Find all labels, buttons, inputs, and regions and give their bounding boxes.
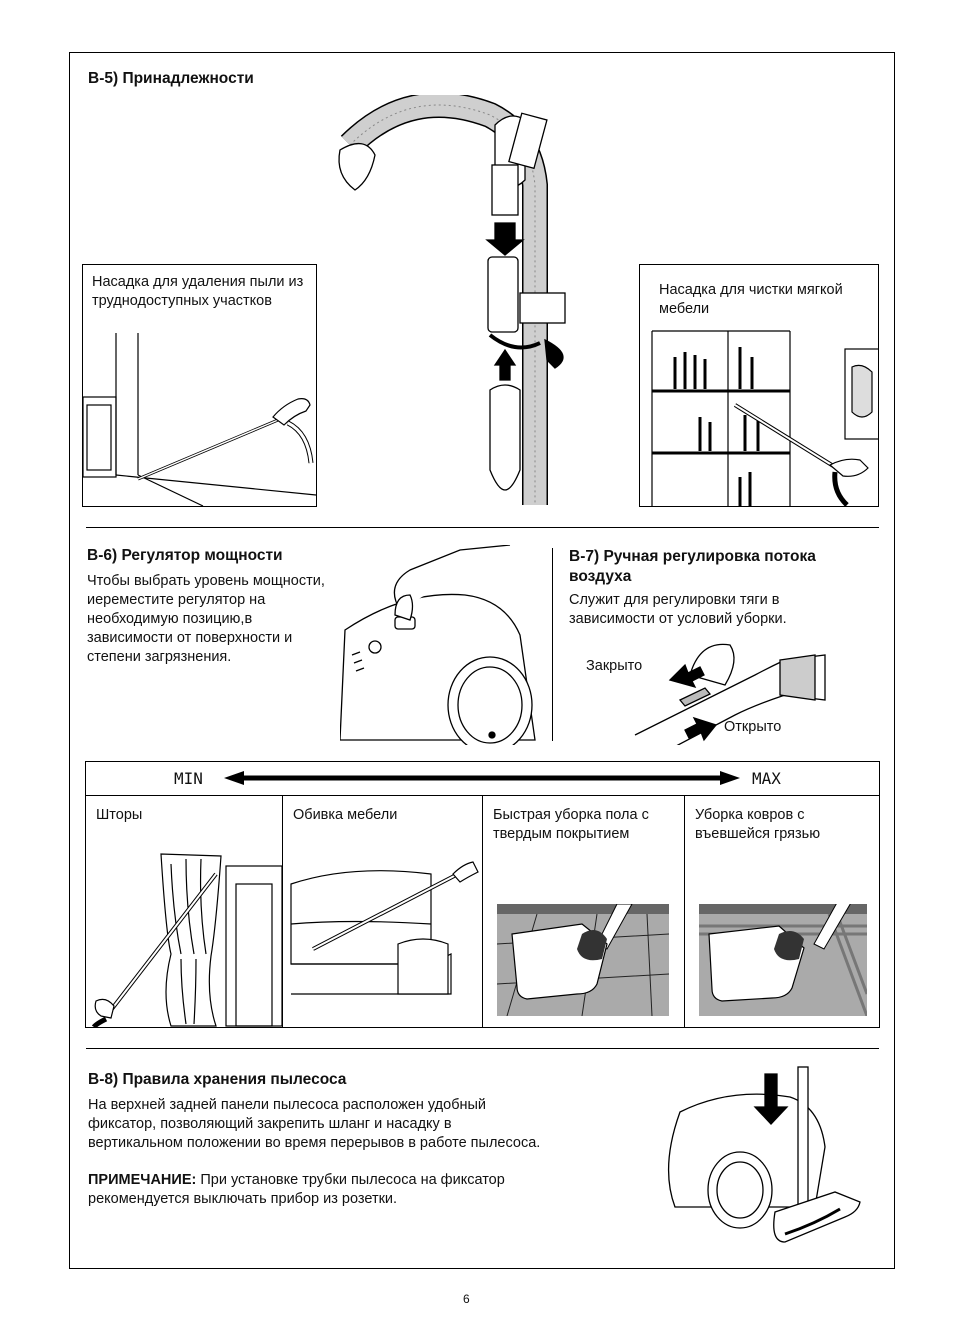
cell-label: Шторы — [96, 807, 143, 823]
section-b5-title: B-5) Принадлежности — [88, 70, 254, 87]
curtains-illustration — [86, 844, 282, 1027]
upholstery-nozzle-caption: Насадка для чистки мягкой мебели — [659, 282, 843, 317]
section-b8-title: B-8) Правила хранения пылесоса — [88, 1071, 347, 1088]
hose-accessories-illustration — [330, 95, 590, 510]
scale-cell-upholstery — [283, 796, 483, 1027]
upholstery-nozzle-panel — [639, 264, 879, 507]
note-label: ПРИМЕЧАНИЕ: — [88, 1172, 197, 1188]
vertical-divider — [552, 548, 553, 741]
airflow-closed-label: Закрыто — [586, 658, 643, 674]
divider-1 — [86, 527, 879, 528]
carpet-illustration — [699, 904, 867, 1016]
storage-illustration — [665, 1062, 865, 1254]
cell-label: Быстрая уборка пола с твердым покрытием — [493, 807, 649, 842]
power-scale-header — [86, 762, 879, 796]
section-b6-title: B-6) Регулятор мощности — [87, 547, 283, 564]
scale-cell-carpet — [685, 796, 879, 1027]
airflow-regulator-illustration — [630, 635, 830, 745]
power-regulator-illustration — [340, 545, 540, 745]
section-b8-text: На верхней задней панели пылесоса расположен удобный фиксатор, позволяющий закрепить шланг и насадку в вертикальном положении во время перерывов в работе пылесоса. — [88, 1097, 541, 1151]
power-scale-table — [85, 761, 880, 1028]
cell-label: Обивка мебели — [293, 807, 398, 823]
min-max-arrow — [222, 768, 742, 788]
upholstery-nozzle-illustration — [640, 327, 878, 506]
crevice-nozzle-panel — [82, 264, 317, 507]
min-label: MIN — [174, 769, 203, 788]
crevice-nozzle-illustration — [83, 325, 316, 506]
divider-2 — [86, 1048, 879, 1049]
power-scale-cells — [86, 796, 879, 1027]
scale-cell-curtains — [86, 796, 283, 1027]
note-text: При установке трубки пылесоса на фиксатор рекомендуется выключать прибор из розетки. — [88, 1172, 505, 1207]
cell-label: Уборка ковров с въевшейся грязью — [695, 807, 821, 842]
section-b8-note — [88, 1171, 548, 1209]
max-label: MAX — [752, 769, 781, 788]
airflow-open-label: Открыто — [724, 719, 782, 735]
section-b6-text: Чтобы выбрать уровень мощности, иереместите регулятор на необходимую позицию,в зависимости от поверхности и степени загрязнения. — [87, 573, 325, 665]
scale-cell-hard-floor — [483, 796, 685, 1027]
section-b7-title: B-7) Ручная регулировка потока воздуха — [569, 548, 816, 585]
crevice-nozzle-caption: Насадка для удаления пыли из труднодоступных участков — [92, 274, 304, 309]
hard-floor-illustration — [497, 904, 669, 1016]
page-number: 6 — [463, 1292, 470, 1306]
upholstery-illustration — [283, 844, 482, 1027]
section-b7-text: Служит для регулировки тяги в зависимости от условий уборки. — [569, 592, 787, 627]
